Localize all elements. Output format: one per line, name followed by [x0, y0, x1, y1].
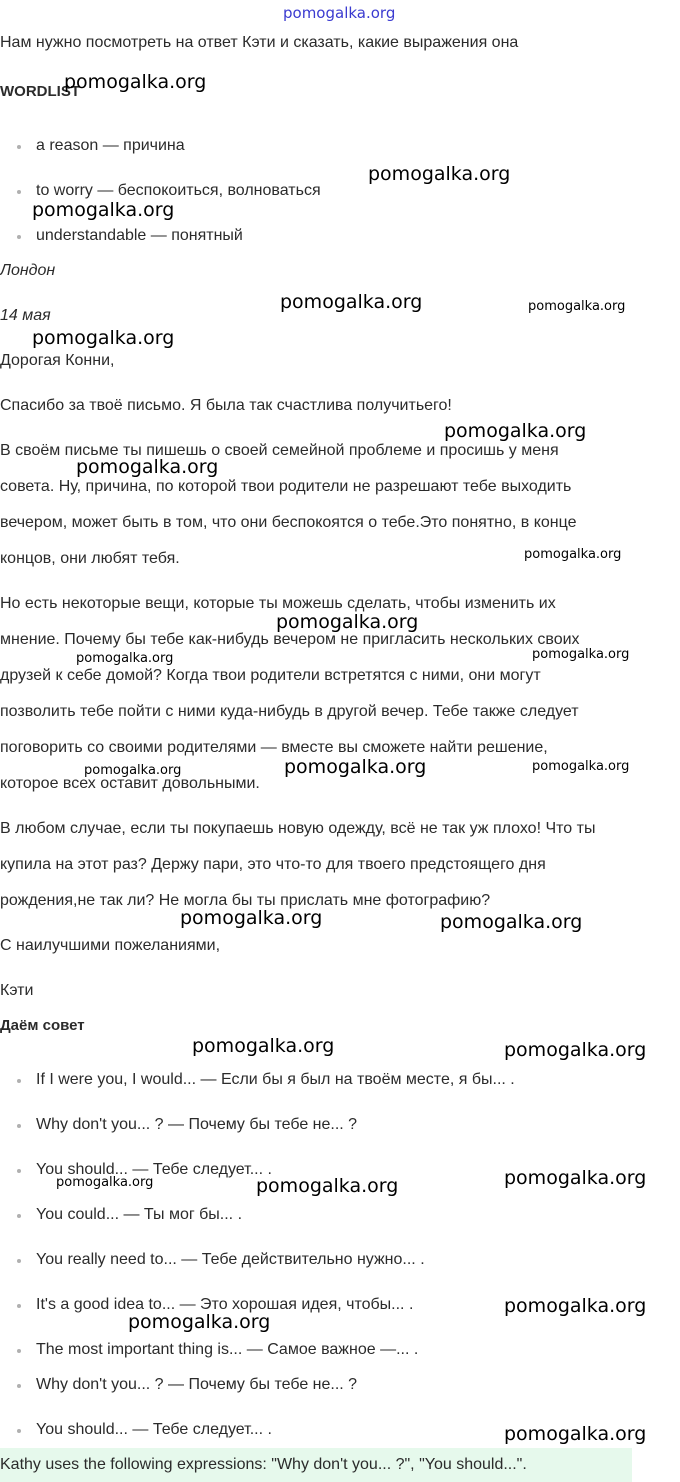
letter-line: позволить тебе пойти с ними куда-нибудь в другой вечер. Тебе также следует — [0, 703, 579, 720]
watermark-text: pomogalka.org — [444, 420, 587, 442]
bullet-icon — [17, 1349, 21, 1353]
watermark-text: pomogalka.org — [84, 763, 182, 778]
watermark-text: pomogalka.org — [276, 611, 419, 633]
letter-greeting: Дорогая Конни, — [0, 352, 115, 369]
letter-city: Лондон — [0, 262, 56, 279]
watermark-text: pomogalka.org — [56, 1175, 154, 1190]
watermark-text: pomogalka.org — [284, 756, 427, 778]
watermark-text: pomogalka.org — [64, 71, 207, 93]
watermark-text: pomogalka.org — [280, 291, 423, 313]
advice-item: You should... — Тебе следует... . — [36, 1421, 272, 1438]
bullet-icon — [17, 1384, 21, 1388]
bullet-icon — [17, 1429, 21, 1433]
bullet-icon — [17, 1259, 21, 1263]
letter-line: концов, они любят тебя. — [0, 550, 180, 567]
letter-line: мнение. Почему бы тебе как-нибудь вечером не пригласить нескольких своих — [0, 631, 580, 648]
intro-text: Нам нужно посмотреть на ответ Кэти и сказать, какие выражения она — [0, 34, 519, 51]
watermark-text: pomogalka.org — [32, 199, 175, 221]
wordlist-item: understandable — понятный — [36, 227, 243, 244]
advice-item: You should... — Тебе следует... . — [36, 1161, 272, 1178]
advice-item: You really need to... — Тебе действительно нужно... . — [36, 1251, 425, 1268]
letter-line: В своём письме ты пишешь о своей семейной проблеме и просишь у меня — [0, 442, 559, 459]
watermark-text: pomogalka.org — [524, 547, 622, 562]
advice-item: It's a good idea to... — Это хорошая идея, чтобы... . — [36, 1296, 414, 1313]
bullet-icon — [17, 1304, 21, 1308]
answer-box: Kathy uses the following expressions: "Why don't you... ?", "You should...". — [0, 1448, 632, 1482]
watermark-text: pomogalka.org — [368, 163, 511, 185]
bullet-icon — [17, 145, 21, 149]
watermark-text: pomogalka.org — [192, 1035, 335, 1057]
watermark-text: pomogalka.org — [528, 299, 626, 314]
bullet-icon — [17, 1079, 21, 1083]
letter-line: Спасибо за твоё письмо. Я была так счастлива получитьего! — [0, 397, 452, 414]
letter-line: совета. Ну, причина, по которой твои родители не разрешают тебе выходить — [0, 478, 572, 495]
watermark-text: pomogalka.org — [283, 4, 396, 22]
bullet-icon — [17, 190, 21, 194]
bullet-icon — [17, 1124, 21, 1128]
advice-item: If I were you, I would... — Если бы я был на твоём месте, я бы... . — [36, 1071, 515, 1088]
watermark-text: pomogalka.org — [504, 1167, 647, 1189]
watermark-text: pomogalka.org — [532, 759, 630, 774]
letter-line: рождения,не так ли? Не могла бы ты прислать мне фотографию? — [0, 892, 491, 909]
watermark-text: pomogalka.org — [504, 1039, 647, 1061]
advice-item: You could... — Ты мог бы... . — [36, 1206, 243, 1223]
watermark-text: pomogalka.org — [504, 1423, 647, 1445]
watermark-text: pomogalka.org — [440, 911, 583, 933]
bullet-icon — [17, 1169, 21, 1173]
bullet-icon — [17, 1214, 21, 1218]
letter-line: Но есть некоторые вещи, которые ты можешь сделать, чтобы изменить их — [0, 595, 556, 612]
letter-line: поговорить со своими родителями — вместе вы сможете найти решение, — [0, 739, 548, 756]
watermark-text: pomogalka.org — [256, 1175, 399, 1197]
watermark-text: pomogalka.org — [504, 1295, 647, 1317]
letter-line: В любом случае, если ты покупаешь новую одежду, всё не так уж плохо! Что ты — [0, 820, 596, 837]
wordlist-item: to worry — беспокоиться, волноваться — [36, 182, 321, 199]
wordlist-title: WORDLIST — [0, 83, 80, 100]
letter-line: купила на этот раз? Держу пари, это что-то для твоего предстоящего дня — [0, 856, 546, 873]
letter-line: вечером, может быть в том, что они беспокоятся о тебе.Это понятно, в конце — [0, 514, 577, 531]
watermark-text: pomogalka.org — [532, 647, 630, 662]
advice-item: Why don't you... ? — Почему бы тебе не... ? — [36, 1376, 358, 1393]
letter-line: которое всех оставит довольными. — [0, 775, 260, 792]
letter-signature: Кэти — [0, 982, 34, 999]
advice-item: The most important thing is... — Самое важное —... . — [36, 1341, 419, 1358]
watermark-text: pomogalka.org — [180, 907, 323, 929]
letter-closing: С наилучшими пожеланиями, — [0, 937, 221, 954]
watermark-text: pomogalka.org — [76, 456, 219, 478]
letter-line: друзей к себе домой? Когда твои родители встретятся с ними, они могут — [0, 667, 541, 684]
letter-date: 14 мая — [0, 307, 51, 324]
advice-item: Why don't you... ? — Почему бы тебе не... ? — [36, 1116, 358, 1133]
watermark-text: pomogalka.org — [128, 1311, 271, 1333]
wordlist-item: a reason — причина — [36, 137, 185, 154]
advice-title: Даём совет — [0, 1017, 85, 1034]
watermark-text: pomogalka.org — [76, 651, 174, 666]
watermark-text: pomogalka.org — [32, 327, 175, 349]
bullet-icon — [17, 235, 21, 239]
